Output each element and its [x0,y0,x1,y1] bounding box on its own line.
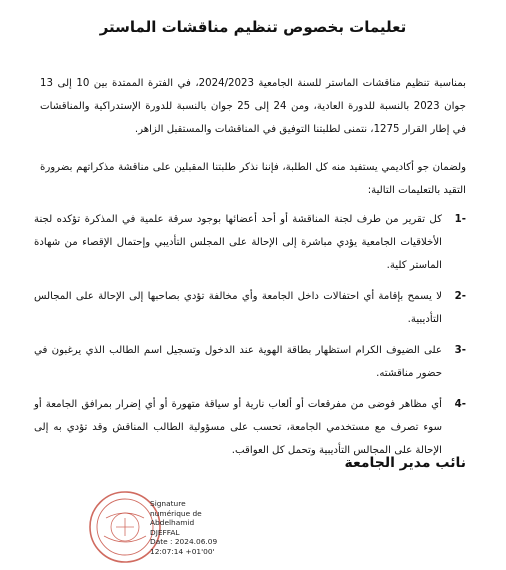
instruction-text: لا يسمح بإقامة أي احتفالات داخل الجامعة وأي مخالفة تؤدي بصاحبها إلى الإحالة على المجالس التأديبية. [34,291,442,325]
instruction-text: أي مظاهر فوضى من مفرقعات أو ألعاب نارية أو سياقة متهورة أو أي إضرار بمرافق الجامعة أو سوء تصرف مع مستخدمي الجامعة، تحسب على مسؤولية الطالب المناقش وقد تؤدي به إلى الإحالة على المجالس التأديبية وتحمل كل العواقب. [34,399,442,456]
document-title: تعليمات بخصوص تنظيم مناقشات الماستر [99,18,407,36]
instruction-item [34,393,466,462]
instruction-text: على الضيوف الكرام استظهار بطاقة الهوية عند الدخول وتسجيل اسم الطالب الذي يرغبون في حضور مناقشته. [34,345,442,379]
instruction-text: كل تقرير من طرف لجنة المناقشة أو أحد أعضائها بوجود سرقة علمية في المذكرة تؤكده لجنة الأخلاقيات الجامعية يؤدي مباشرة إلى الإحالة على المجلس التأديبي وإحتمال الإقصاء من شهادة الماستر كلية. [34,214,442,271]
signature-line: DJEFFAL [150,527,180,537]
signer-title: نائب مدير الجامعة [344,455,466,471]
instructions-list [34,208,466,462]
instruction-item [34,208,466,277]
signature-line: numérique de [150,508,202,518]
instruction-number: -2 [454,291,466,302]
instruction-number: -1 [454,214,466,225]
signature-line: Date : 2024.06.09 [150,537,218,547]
intro-paragraph: بمناسبة تنظيم مناقشات الماستر للسنة الجامعية 2024/2023، في الفترة الممتدة بين 10 إلى 13 جوان 2023 بالنسبة للدورة العادية، ومن 24 إلى 25 جوان بالنسبة للدورة الإستدراكية والمناقشات في إطار القرار 1275، نتمنى لطلبتنا التوفيق في المناقشات والمستقبل الزاهر. [40,78,466,135]
instruction-item [34,339,466,385]
signature-line: Abdelhamid [150,518,195,528]
instruction-item [34,285,466,331]
signature-line: 12:07:14 +01'00' [150,546,215,556]
instruction-number: -3 [454,345,466,356]
reminder-paragraph: ولضمان جو أكاديمي يستفيد منه كل الطلبة، فإننا نذكر طلبتنا المقبلين على مناقشة مذكراتهم بضرورة التقيد بالتعليمات التالية: [40,162,466,196]
instruction-number: -4 [454,399,466,410]
digital-signature-block [150,499,260,557]
signature-line: Signature [150,499,186,508]
